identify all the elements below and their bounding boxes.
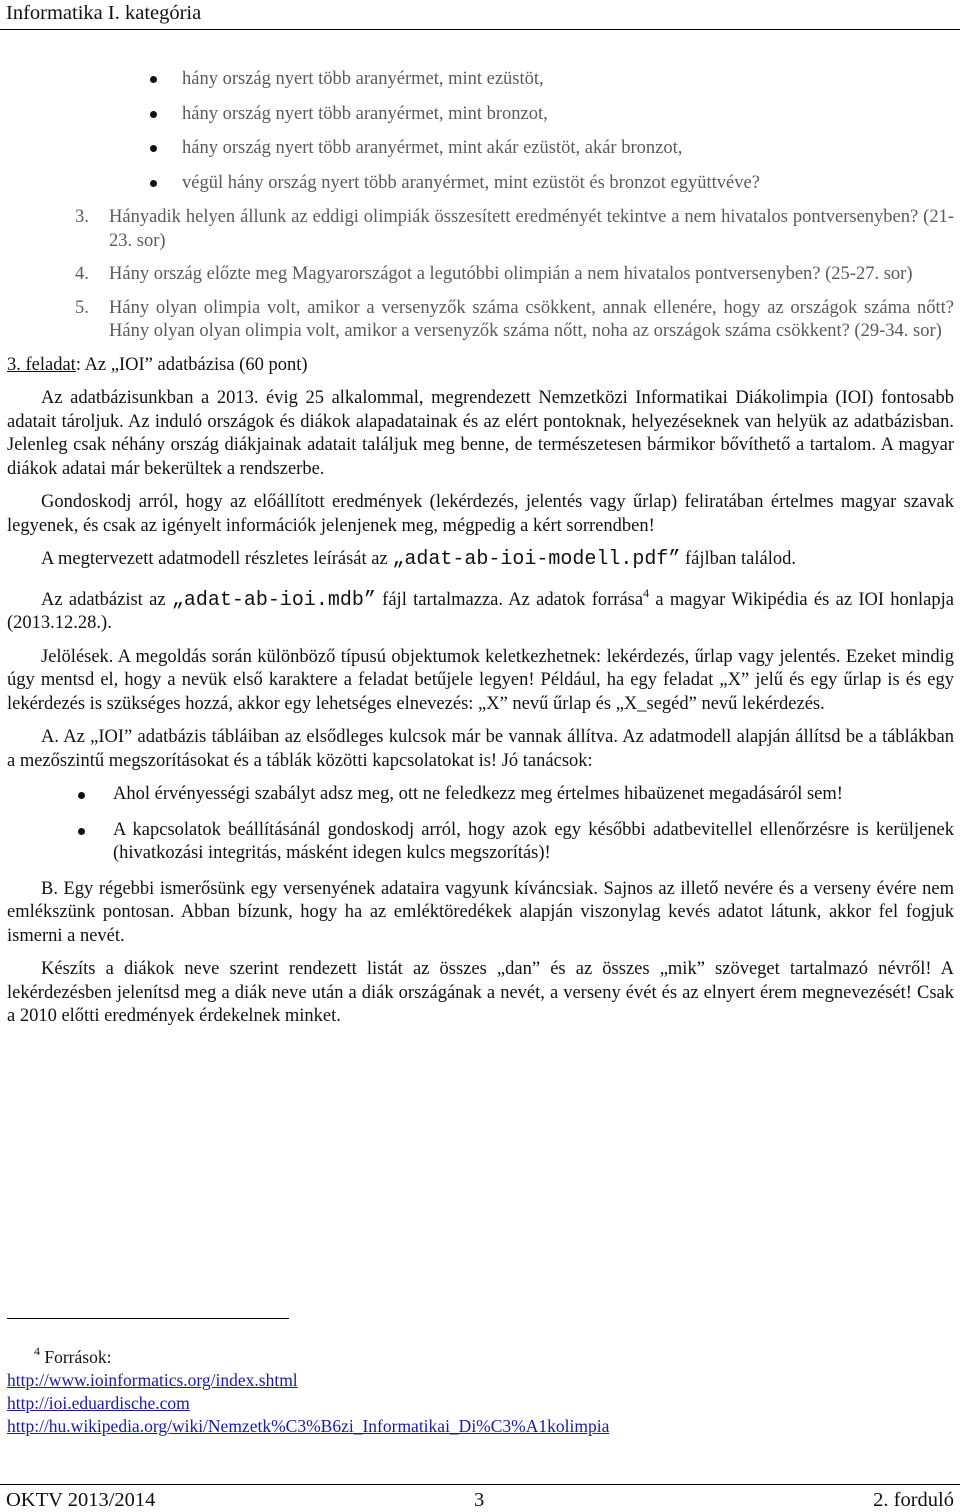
list-item: A kapcsolatok beállításánál gondoskodj arról, hogy azok egy későbbi adatbevitellel ellenőrzésre is kerüljenek (hivatkozási integritás, másként idegen kulcs megszorítás)! <box>7 819 954 866</box>
source-link[interactable]: http://ioi.eduardische.com <box>7 1393 190 1413</box>
list-item: hány ország nyert több aranyérmet, mint akár ezüstöt, akár bronzot, <box>7 131 954 166</box>
database-filename: „adat-ab-ioi.mdb” <box>171 588 376 612</box>
item-number: 4. <box>75 264 89 284</box>
tips-list <box>7 783 954 866</box>
page-number: 3 <box>474 1489 485 1511</box>
list-item: hány ország nyert több aranyérmet, mint bronzot, <box>7 97 954 132</box>
source-link[interactable]: http://www.ioinformatics.org/index.shtml <box>7 1370 298 1390</box>
page-footer <box>0 1484 960 1512</box>
item-text: Hány olyan olimpia volt, amikor a versenyzők száma csökkent, annak ellenére, hogy az országok száma nőtt? <box>109 297 954 318</box>
item-number: 5. <box>75 297 89 318</box>
part-a-paragraph: A. Az „IOI” adatbázis tábláiban az elsődleges kulcsok már be vannak állítva. Az adatmodell alapján állítsd be a táblákban a mezőszintű megszorításokat és a táblák közötti kapcsolatokat is! Jó tanácsok: <box>7 727 954 771</box>
model-paragraph: A megtervezett adatmodell részletes leírását az „adat-ab-ioi-modell.pdf” fájlban találod. <box>41 548 796 571</box>
header-title: Informatika I. kategória <box>6 2 202 24</box>
page-content <box>7 62 954 1039</box>
item-number: 3. <box>75 207 89 227</box>
item-text: Hányadik helyen állunk az eddigi olimpiák összesített eredményét tekintve a nem hivatalos pontversenyben? (21-23. sor) <box>109 207 954 251</box>
footnote-divider <box>7 1318 289 1319</box>
part-b-paragraph: B. Egy régebbi ismerősünk egy versenyének adataira vagyunk kíváncsiak. Sajnos az illető nevére és a verseny évére nem emlékszünk pontosan. Abban bízunk, hogy ha az emléktöredékek alapján viszonylag kevés adatot látunk, akkor fel fogjuk ismerni a nevét. <box>7 878 954 946</box>
task-label: 3. feladat <box>7 354 76 375</box>
database-paragraph: Az adatbázist az „adat-ab-ioi.mdb” fájl tartalmazza. Az adatok forrása$^4$ a magyar Wikipédia és az IOI honlapja (2013.12.28.). <box>7 585 954 633</box>
footnote-heading: $^4$ Források: <box>34 1344 112 1367</box>
footnotes <box>7 1340 609 1438</box>
page-header <box>0 0 960 30</box>
task-heading <box>7 354 954 378</box>
task-title: : Az „IOI” adatbázisa (60 pont) <box>75 354 308 375</box>
part-b-task-paragraph: Készíts a diákok neve szerint rendezett listát az összes „dan” és az összes „mik” szöveget tartalmazó névről! A lekérdezésben jelenítsd meg a diák neve után a diák országának a nevét, a verseny évét és az elnyert érem megnevezését! Csak a 2010 előtti eredmények érdekelnek minket. <box>7 959 954 1026</box>
source-link[interactable]: http://hu.wikipedia.org/wiki/Nemzetk%C3%B6zi_Informatikai_Di%C3%A1kolimpia <box>7 1416 610 1436</box>
numbered-item-3 <box>7 206 954 253</box>
item-text: Hány ország előzte meg Magyarországot a legutóbbi olimpián a nem hivatalos pontversenyben? (25-27. sor) <box>109 264 913 284</box>
model-filename: „adat-ab-ioi-modell.pdf” <box>392 548 681 571</box>
numbered-item-4 <box>7 263 954 287</box>
notation-paragraph: Jelölések. A megoldás során különböző típusú objektumok keletkezhetnek: lekérdezés, űrlap vagy jelentés. Ezeket mindig úgy mentsd el, hogy a nevük első karaktere a feladat betűjele legyen! Például, ha egy feladat „X” jelű és egy űrlap is és egy lekérdezés is szükséges hozzá, akkor egy lehetséges elnevezés: „X” nevű űrlap és „X_segéd” nevű lekérdezés. <box>7 646 954 714</box>
list-item: végül hány ország nyert több aranyérmet, mint ezüstöt és bronzot együttvéve? <box>7 166 954 201</box>
numbered-item-5 <box>7 297 954 344</box>
list-item: hány ország nyert több aranyérmet, mint ezüstöt, <box>7 62 954 97</box>
footnote-ref: 4 <box>643 585 650 600</box>
footer-left: OKTV 2013/2014 <box>6 1489 156 1511</box>
care-paragraph: Gondoskodj arról, hogy az előállított eredmények (lekérdezés, jelentés vagy űrlap) feliratában értelmes magyar szavak legyenek, és csak az igényelt információk jelenjenek meg, mégpedig a kért sorrendben! <box>7 492 954 536</box>
question-bullet-list <box>7 62 954 200</box>
item-text-continued: Hány olyan olyan olimpia volt, amikor a versenyzők száma nőtt, noha az országok száma csökkent? (29-34. sor) <box>109 321 942 341</box>
list-item: Ahol érvényességi szabályt adsz meg, ott ne feledkezz meg értelmes hibaüzenet megadásáról sem! <box>7 783 954 807</box>
footer-right: 2. forduló <box>873 1489 954 1511</box>
intro-paragraph: Az adatbázisunkban a 2013. évig 25 alkalommal, megrendezett Nemzetközi Informatikai Diákolimpia (IOI) fontosabb adatait tároljuk. Az induló országok és diákok alapadatainak és az elért pontoknak, helyezéseknek van helyük az adatbázisban. Jelenleg csak néhány ország diákjainak adatait találjuk meg benne, de természetesen bármikor bővíthető a tartalom. A magyar diákok adatai már bekerültek a rendszerbe. <box>7 388 954 479</box>
